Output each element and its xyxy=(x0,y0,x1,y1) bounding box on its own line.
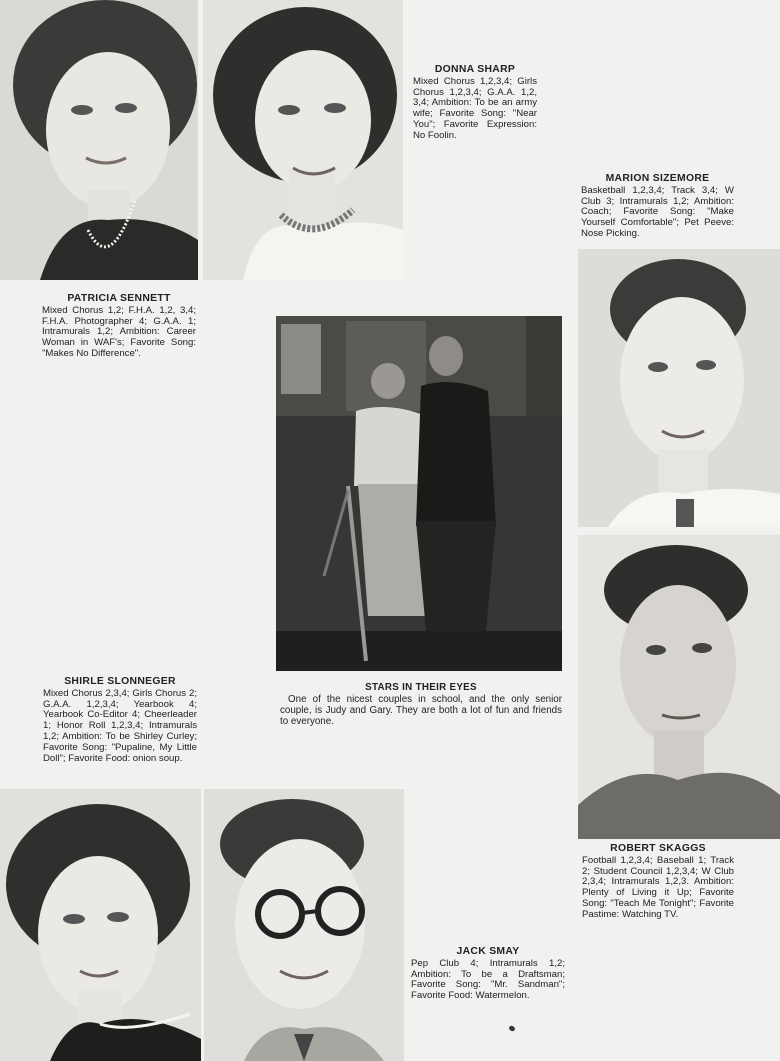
feature-caption xyxy=(280,682,562,727)
student-activities: Football 1,2,3,4; Baseball 1; Track 2; Student Council 1,2,3,4; W Club 2,3,4; Intramurals 1,2,3. Ambition: Plenty of Living it Up; Favorite Song: "Teach Me Tonight"; Favorite Pastime: Watching TV. xyxy=(582,854,734,920)
portrait-robert-skaggs xyxy=(578,535,780,839)
bio-patricia-sennett xyxy=(42,294,196,360)
student-name: ROBERT SKAGGS xyxy=(610,843,706,854)
portrait-shirle-slonneger xyxy=(0,789,201,1061)
student-name: DONNA SHARP xyxy=(434,64,516,75)
student-activities: Pep Club 4; Intramurals 1,2; Ambition: To be a Draftsman; Favorite Song: "Mr. Sandman"; Favorite Food: Watermelon. xyxy=(411,957,565,1002)
student-name: JACK SMAY xyxy=(456,946,520,957)
portrait-donna-sharp xyxy=(203,0,403,280)
bio-jack-smay xyxy=(411,947,565,1002)
student-activities: Mixed Chorus 2,3,4; Girls Chorus 2; G.A.A. 1,2,3,4; Yearbook 4; Yearbook Co-Editor 4; Cheerleader 1; Honor Roll 1,2,3,4; Intramurals 1,2; Ambition: To be Shirley Curley; Favorite Song: "Pupaline, My Little Doll"; Favorite Food: onion soup. xyxy=(43,687,197,764)
bio-shirle-slonneger xyxy=(43,677,197,764)
candid-photo-couple xyxy=(276,316,562,671)
bio-donna-sharp xyxy=(413,65,537,142)
student-activities: Mixed Chorus 1,2,3,4; Girls Chorus 1,2,3,4; G.A.A. 1,2, 3,4; Ambition: To be an army wife; Favorite Song: "Near You"; Favorite Expression: No Foolin. xyxy=(413,75,537,141)
bio-robert-skaggs xyxy=(582,844,734,921)
student-name: PATRICIA SENNETT xyxy=(67,293,171,304)
feature-title: STARS IN THEIR EYES xyxy=(365,682,477,693)
student-name: SHIRLE SLONNEGER xyxy=(64,676,176,687)
portrait-marion-sizemore xyxy=(578,249,780,527)
student-name: MARION SIZEMORE xyxy=(605,173,710,184)
bio-marion-sizemore xyxy=(581,174,734,240)
student-activities: Basketball 1,2,3,4; Track 3,4; W Club 3; Intramurals 1,2; Ambition: Coach; Favorite Song: "Make Yourself Comfortable"; Pet Peeve: Nose Picking. xyxy=(581,184,734,239)
feature-text: One of the nicest couples in school, and the only senior couple, is Judy and Gary. They are both a lot of fun and friends to everyone. xyxy=(280,694,562,727)
student-activities: Mixed Chorus 1,2; F.H.A. 1,2, 3,4; F.H.A. Photographer 4; G.A.A. 1; Intramurals 1,2; Ambition: Career Woman in WAF's; Favorite Song: "Makes No Difference". xyxy=(42,304,196,359)
portrait-patricia-sennett xyxy=(0,0,198,280)
print-speck xyxy=(508,1025,516,1032)
portrait-jack-smay xyxy=(204,789,404,1061)
